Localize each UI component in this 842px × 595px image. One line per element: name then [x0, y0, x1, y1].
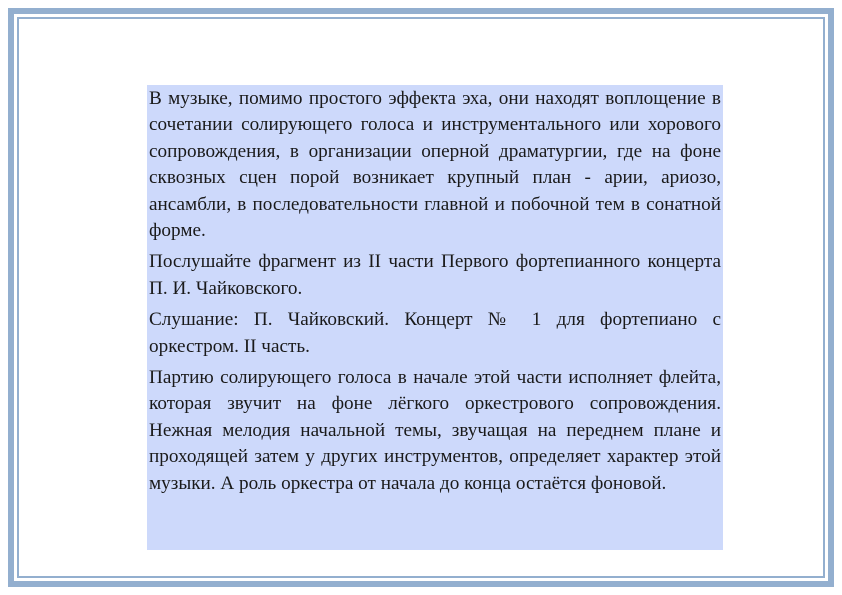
text-box: [147, 85, 723, 550]
paragraph-listen-prompt: Послушайте фрагмент из II части Первого фортепианного концерта П. И. Чайковского.: [149, 251, 721, 299]
paragraph-flute-solo: Партию солирующего голоса в начале этой части исполняет флейта, которая звучит на фоне лёгкого оркестрового сопровождения. Нежная мелодия начальной темы, звучащая на переднем плане и проходящей затем у других инструментов, определяет характер этой музыки. А роль оркестра от начала до конца остаётся фоновой.: [149, 367, 721, 494]
paragraph-echo-effect: В музыке, помимо простого эффекта эха, они находят воплощение в сочетании солирующего голоса и инструментального или хорового сопровождения, в организации оперной драматургии, где на фоне сквозных сцен порой возникает крупный план - арии, ариозо, ансамбли, в последовательности главной и побочной тем в сонатной форме.: [149, 88, 721, 242]
paragraph-listening: Слушание: П. Чайковский. Концерт № 1 для фортепиано с оркестром. II часть.: [149, 309, 721, 357]
